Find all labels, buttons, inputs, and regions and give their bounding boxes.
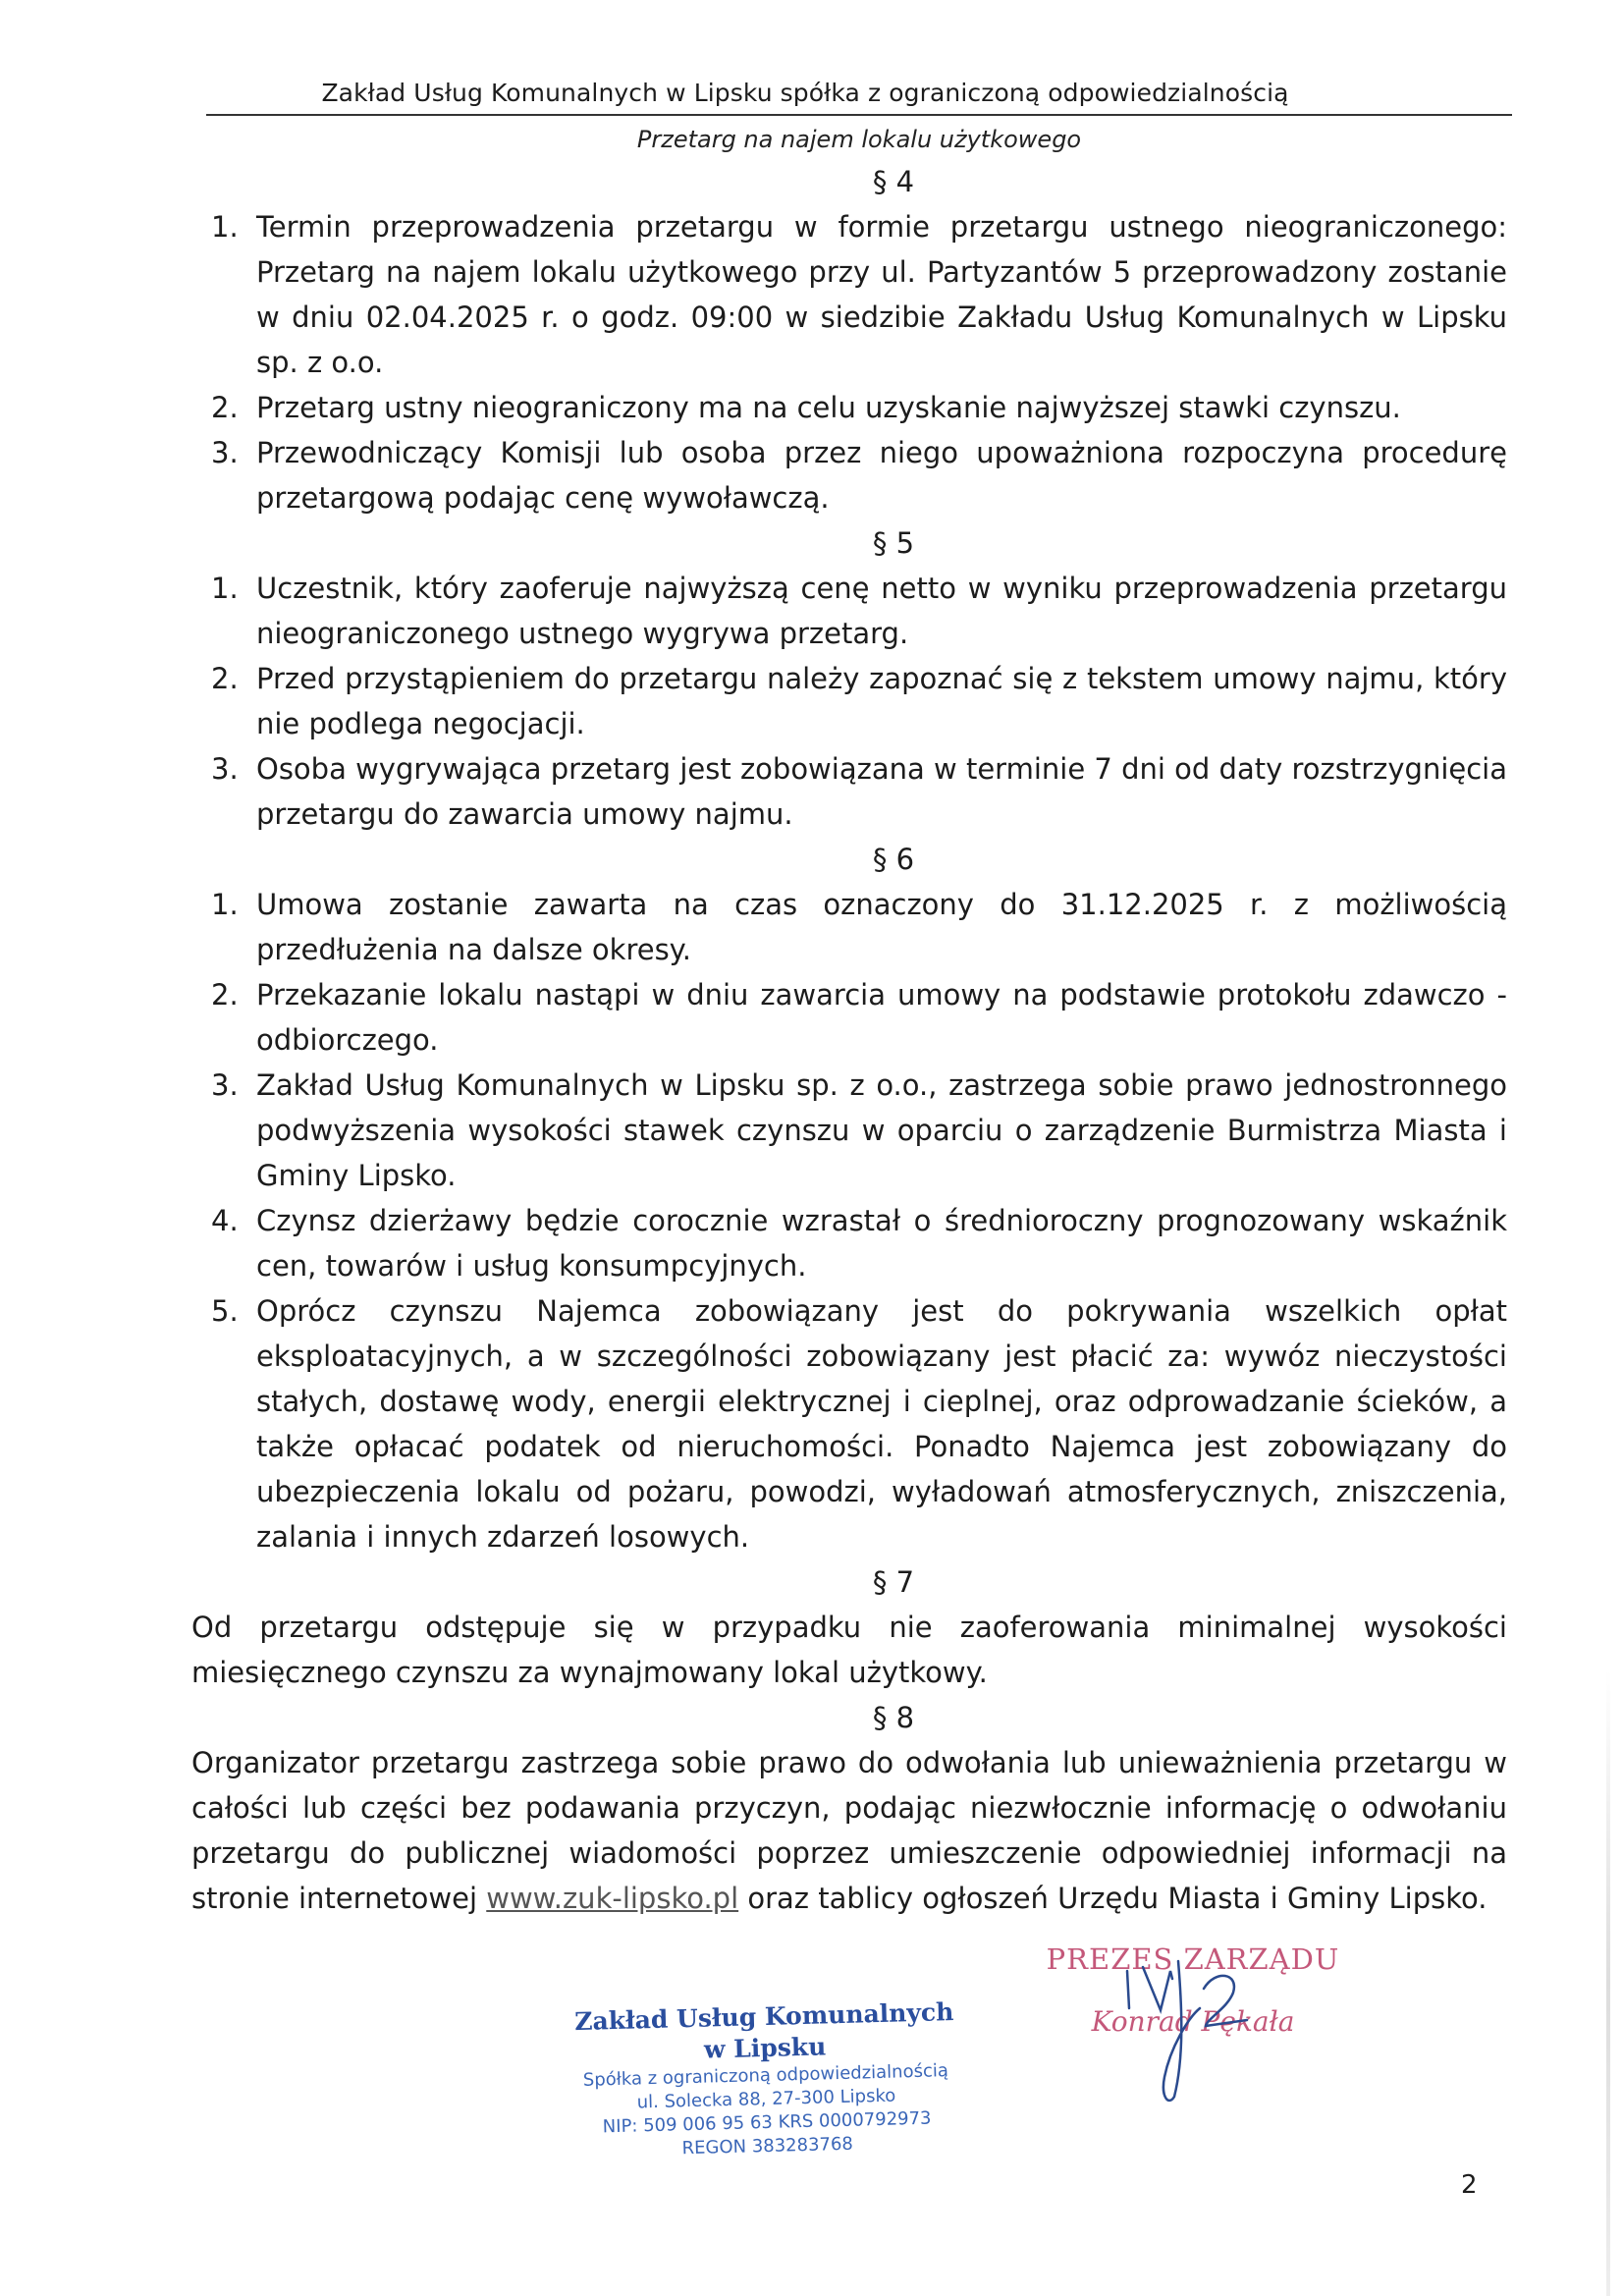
item-text: Przetarg ustny nieograniczony ma na celu uzyskanie najwyższej stawki czynszu. [256,391,1401,424]
section-8-text [191,1740,1507,1921]
item-text: Umowa zostanie zawarta na czas oznaczony do 31.12.2025 r. z możliwością przedłużenia na dalsze okresy. [256,888,1507,966]
scan-edge [1606,1669,1610,2296]
item-text: Zakład Usług Komunalnych w Lipsku sp. z o.o., zastrzega sobie prawo jednostronnego podwyższenia wysokości stawek czynszu w oparciu o zarządzenie Burmistrza Miasta i Gminy Lipsko. [256,1068,1507,1192]
item-number: 1. [211,572,239,605]
section-7-title: § 7 [872,1565,915,1599]
list-item [191,430,1507,520]
item-number: 2. [211,391,239,424]
item-number: 3. [211,752,239,786]
website-link[interactable]: www.zuk-lipsko.pl [486,1882,739,1915]
item-text: Czynsz dzierżawy będzie corocznie wzrastał o średnioroczny prognozowany wskaźnik cen, towarów i usług konsumpcyjnych. [256,1204,1507,1283]
stamp-line3: NIP: 509 006 95 63 KRS 0000792973 [602,2107,932,2138]
section-8-text-before: Organizator przetargu zastrzega sobie prawo do odwołania lub unieważnienia przetargu w całości lub części bez podawania przyczyn, podając niezwłocznie informację o odwołaniu przetargu do publicznej wiadomości poprzez umieszczenie odpowiedniej informacji na stronie internetowej [191,1746,1507,1915]
item-text: Przed przystąpieniem do przetargu należy zapoznać się z tekstem umowy najmu, który nie podlega negocjacji. [256,662,1507,740]
section-5-title: § 5 [872,526,915,560]
list-item [191,1198,1507,1288]
item-number: 5. [211,1294,239,1328]
president-title: PREZES ZARZĄDU [1046,1942,1340,1976]
item-text: Oprócz czynszu Najemca zobowiązany jest do pokrywania wszelkich opłat eksploatacyjnych, a w szczególności zobowiązany jest płacić za: wywóz nieczystości stałych, dostawę wody, energii elektrycznej i cieplnej, oraz odprowadzanie ścieków, a także opłacać podatek od nieruchomości. Ponadto Najemca jest zobowiązany do ubezpieczenia lokalu od pożaru, powodzi, wyładowań atmosferycznych, zniszczenia, zalania i innych zdarzeń losowych. [256,1294,1507,1554]
section-4-list [191,204,1507,520]
page-number: 2 [1461,2170,1478,2200]
item-number: 3. [211,1068,239,1102]
item-text: Termin przeprowadzenia przetargu w formie przetargu ustnego nieograniczonego: Przetarg na najem lokalu użytkowego przy ul. Partyzantów 5 przeprowadzony zostanie w dniu 02.04.2025 r. o godz. 09:00 w siedzibie Zakładu Usług Komunalnych w Lipsku sp. z o.o. [256,210,1507,379]
president-name: Konrad Pękała [1091,2005,1295,2038]
list-item [191,972,1507,1063]
list-item [191,1288,1507,1559]
item-text: Osoba wygrywająca przetarg jest zobowiązana w terminie 7 dni od daty rozstrzygnięcia przetargu do zawarcia umowy najmu. [256,752,1507,831]
item-text: Przewodniczący Komisji lub osoba przez niego upoważniona rozpoczyna procedurę przetargową podając cenę wywoławczą. [256,436,1507,515]
item-number: 4. [211,1204,239,1237]
item-number: 1. [211,888,239,921]
section-7-text: Od przetargu odstępuje się w przypadku nie zaoferowania minimalnej wysokości miesięcznego czynszu za wynajmowany lokal użytkowy. [191,1611,1507,1689]
item-number: 2. [211,978,239,1011]
list-item [191,1063,1507,1198]
header-rule [206,114,1512,116]
item-text: Uczestnik, który zaoferuje najwyższą cenę netto w wyniku przeprowadzenia przetargu nieograniczonego ustnego wygrywa przetarg. [256,572,1507,650]
header-company: Zakład Usług Komunalnych w Lipsku spółka z ograniczoną odpowiedzialnością [321,79,1289,107]
item-number: 1. [211,210,239,244]
section-6-list [191,882,1507,1559]
stamp-line1: Spółka z ograniczoną odpowiedzialnością [582,2060,949,2091]
item-text: Przekazanie lokalu nastąpi w dniu zawarcia umowy na podstawie protokołu zdawczo - odbiorczego. [256,978,1507,1057]
stamp-name-line2: w Lipsku [703,2032,827,2064]
list-item [191,385,1507,430]
section-5-list [191,566,1507,837]
item-number: 3. [211,436,239,469]
item-number: 2. [211,662,239,695]
section-8-title: § 8 [872,1701,915,1734]
section-8-text-after: oraz tablicy ogłoszeń Urzędu Miasta i Gminy Lipsko. [738,1882,1488,1915]
stamp-line4: REGON 383283768 [681,2133,854,2159]
stamp-line2: ul. Solecka 88, 27-300 Lipsko [636,2085,896,2113]
stamp-name-line1: Zakład Usług Komunalnych [573,1996,954,2037]
header-subtitle: Przetarg na najem lokalu użytkowego [636,126,1082,153]
list-item [191,566,1507,656]
document-body [191,159,1507,1921]
section-4-title: § 4 [872,165,915,198]
list-item [191,204,1507,385]
list-item [191,656,1507,746]
signature-icon [1109,1949,1306,2116]
section-6-title: § 6 [872,843,915,876]
company-stamp [558,1996,974,2164]
list-item [191,882,1507,972]
list-item [191,746,1507,837]
